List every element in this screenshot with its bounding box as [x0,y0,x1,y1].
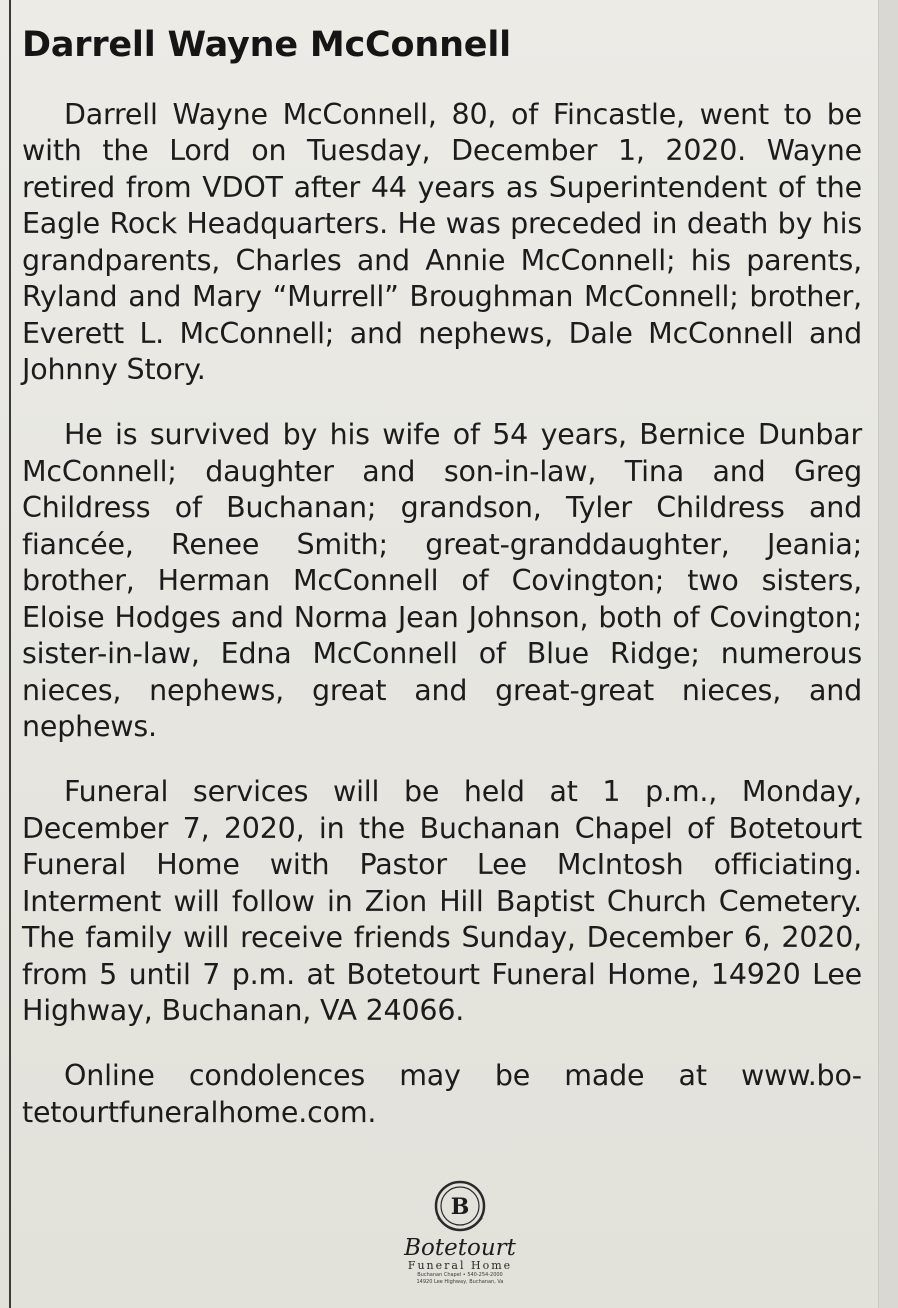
obituary-article [22,22,862,1160]
obituary-body [22,97,862,1132]
logo-name: Botetourt [404,1235,516,1261]
obituary-title: Darrell Wayne McConnell [22,25,511,65]
column-rule-left [9,0,11,1308]
logo-contact-line-1: Buchanan Chapel • 540-254-2000 [417,1272,503,1278]
paragraph-condolences: Online condolences may be made at www.botetourtfuneralhome.com. [22,1059,862,1129]
paragraph-survivors: He is survived by his wife of 54 years, Bernice Dunbar McConnell; daughter and son-in-law, Tina and Greg Childress of Buchanan; grandson, Tyler Childress and fiancée, Renee Smith; great-granddaughter, Jeania; brother, Herman McConnell of Covington; two sisters, Eloise Hodges and Norma Jean Johnson, both of Covington; sister-in-law, Edna McConnell of Blue Ridge; numerous nieces, nephews, great and great-great nieces, and nephews. [22,418,862,743]
paragraph-biography: Darrell Wayne McConnell, 80, of Fincastle, went to be with the Lord on Tuesday, December 1, 2020. Wayne retired from VDOT after 44 years as Superintendent of the Eagle Rock Headquarters. He was preceded in death by his grandparents, Charles and Annie McConnell; his parents, Ryland and Mary “Murrell” Broughman McConnell; brother, Everett L. McConnell; and nephews, Dale McConnell and Johnny Story. [22,97,862,386]
monogram-seal-icon [432,1178,488,1234]
logo-subtitle: Funeral Home [407,1259,513,1272]
paragraph-services: Funeral services will be held at 1 p.m., Monday, December 7, 2020, in the Buchanan Chapel of Botetourt Funeral Home with Pastor Lee McIntosh officiating. Interment will follow in Zion Hill Baptist Church Cemetery. The family will receive friends Sunday, December 6, 2020, from 5 until 7 p.m. at Botetourt Funeral Home, 14920 Lee Highway, Buchanan, VA 24066. [22,775,862,1027]
column-edge-right [878,0,898,1308]
logo-contact-line-2: 14920 Lee Highway, Buchanan, Va [416,1279,504,1285]
monogram-letter: B [450,1194,470,1220]
funeral-home-logo [370,1178,550,1303]
